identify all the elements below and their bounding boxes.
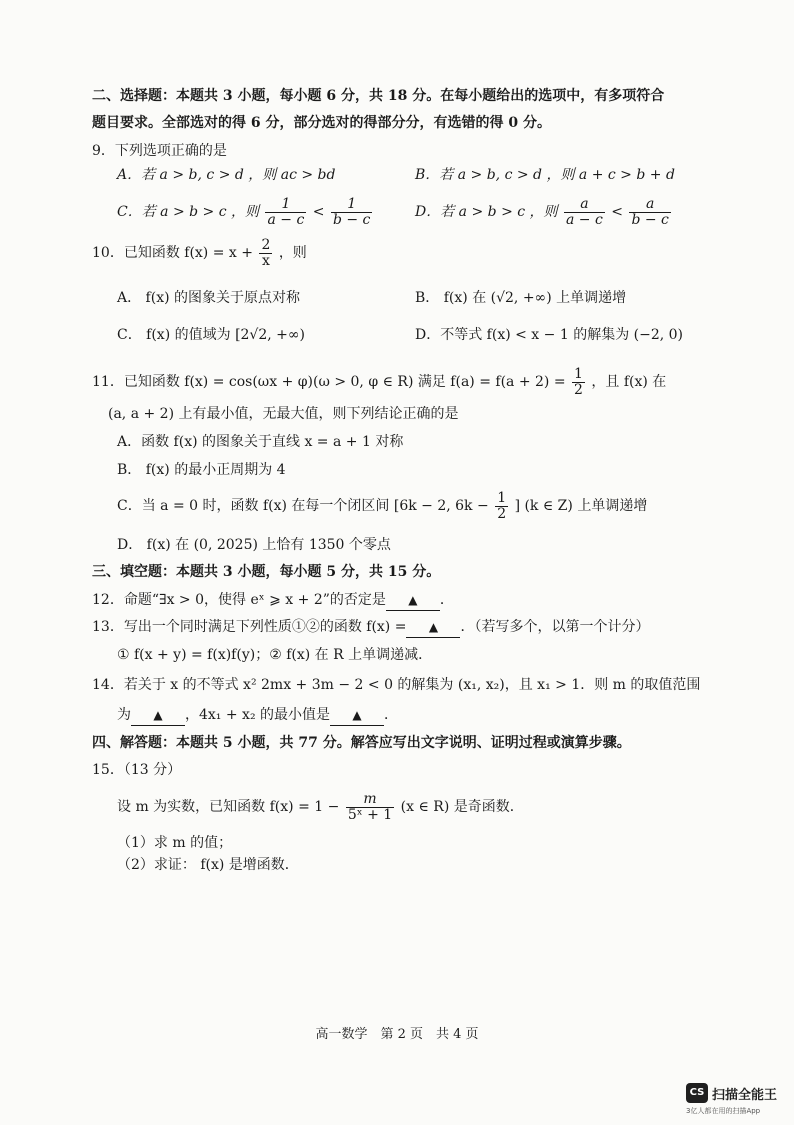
q11-stem-line2: (a, a + 2) 上有最小值，无最大值，则下列结论正确的是 [108,406,459,422]
q10-stem-prefix: 10．已知函数 f(x) = x + [92,245,253,261]
q10-frac-den: x [261,252,270,269]
q15-part-2: （2）求证： f(x) 是增函数． [117,857,299,873]
q11-stem-prefix: 11．已知函数 f(x) = cos(ωx + φ)(ω > 0, φ ∈ R) 满足 f(a) = f(a + 2) = [92,374,566,390]
q11-c-prefix: C．当 a = 0 时，函数 f(x) 在每一个闭区间 [117,498,390,514]
q9-d-num1: a [564,197,605,213]
q9-d-den2: b − c [631,211,669,228]
q15-frac-den: 5ˣ + 1 [347,806,393,823]
q12-line [92,590,454,611]
q14-middle: ，4x₁ + x₂ 的最小值是 [185,707,331,723]
q11-frac-den: 2 [574,381,583,398]
q14-answer-blank-2: ▲ [330,705,384,726]
q11-fraction [572,367,585,398]
q9-c-fraction-right [331,197,372,228]
q11-stem [92,366,666,398]
q15-frac-num: m [346,792,394,808]
q10-option-c: C． f(x) 的值域为 [2√2, +∞) [117,327,306,343]
q11-c-interval: [6k − 2, 6k − [393,498,489,514]
q9-option-d [415,196,673,228]
q9-d-fraction-right [629,197,670,228]
scanner-tagline: 3亿人都在用的扫描App [686,1107,761,1115]
q14-prefix: 为 [117,707,131,723]
q12-suffix: ． [439,592,454,608]
q12-prefix: 12．命题“∃x > 0，使得 eˣ ⩾ x + 2”的否定是 [92,592,386,608]
q11-option-c [117,490,647,522]
q9-d-prefix: D．若 a > b > c ，则 [415,204,558,220]
q10-option-a: A． f(x) 的图象关于原点对称 [117,290,301,306]
q14-line1: 14．若关于 x 的不等式 x² 2mx + 3m − 2 < 0 的解集为 (x₁, x₂)，且 x₁ > 1．则 m 的取值范围 [92,677,701,693]
q9-option-b: B．若 a > b, c > d ，则 a + c > b + d [415,167,675,183]
q14-suffix: ． [384,707,399,723]
q15-stem [117,790,524,824]
q13-line [92,617,649,638]
q13-answer-blank: ▲ [406,617,460,638]
q13-conditions: ① f(x + y) = f(x)f(y)；② f(x) 在 R 上单调递减． [117,647,433,663]
q10-frac-num: 2 [261,236,271,253]
q10-option-d: D．不等式 f(x) < x − 1 的解集为 (−2, 0) [415,327,684,343]
q12-answer-blank: ▲ [386,590,440,611]
page-footer: 高一数学 第 2 页 共 4 页 [315,1027,479,1042]
q13-prefix: 13．写出一个同时满足下列性质①②的函数 f(x) = [92,619,407,635]
q9-c-prefix: C．若 a > b > c ，则 [117,204,260,220]
q11-c-fraction [495,491,508,522]
section-4-heading: 四、解答题：本题共 5 小题，共 77 分。解答应写出文字说明、证明过程或演算步骤。 [92,735,631,751]
scanner-watermark [686,1083,786,1117]
q9-c-num2: 1 [331,197,372,213]
q9-option-a: A．若 a > b, c > d ，则 ac > bd [117,167,336,183]
q11-stem-suffix: ，且 f(x) 在 [591,374,667,390]
q15-stem-prefix: 设 m 为实数，已知函数 f(x) = 1 − [117,799,340,815]
q9-d-den1: a − c [566,211,603,228]
q14-answer-blank-1: ▲ [131,705,185,726]
camscanner-logo-icon: CS [686,1083,708,1103]
q11-c-frac-num: 1 [497,489,507,506]
q15-fraction [346,792,394,823]
q10-stem [92,237,307,269]
q14-line2 [117,705,398,726]
q11-option-d: D． f(x) 在 (0, 2025) 上恰有 1350 个零点 [117,537,391,553]
q9-option-c [117,196,374,228]
section-2-heading: 二、选择题：本题共 3 小题，每小题 6 分，共 18 分。在每小题给出的选项中，有多项符合 [92,88,665,104]
q11-option-a: A．函数 f(x) 的图象关于直线 x = a + 1 对称 [117,434,404,450]
q9-d-fraction-left [564,197,605,228]
q15-part-1: （1）求 m 的值； [117,835,233,851]
q9-c-den2: b − c [332,211,371,228]
q9-c-den1: a − c [267,211,305,228]
q11-c-frac-den: 2 [497,505,507,522]
section-3-heading: 三、填空题：本题共 3 小题，每小题 5 分，共 15 分。 [92,564,441,580]
q15-title: 15．（13 分） [92,762,182,778]
q13-suffix: ．（若写多个，以第一个计分） [460,619,650,635]
q10-fraction [259,238,272,269]
q15-stem-suffix: (x ∈ R) 是奇函数． [400,799,524,815]
q10-option-b: B． f(x) 在 (√2, +∞) 上单调递增 [415,290,627,306]
q10-stem-suffix: ，则 [278,245,307,261]
q9-c-fraction-left [265,197,306,228]
q9-c-num1: 1 [265,197,306,213]
q11-frac-num: 1 [574,365,583,382]
q9-stem: 9．下列选项正确的是 [92,143,227,159]
q11-c-suffix: ] (k ∈ Z) 上单调递增 [514,498,648,514]
section-2-heading-cont: 题目要求。全部选对的得 6 分，部分选对的得部分分，有选错的得 0 分。 [92,115,551,131]
q9-d-num2: a [629,197,670,213]
q11-option-b: B． f(x) 的最小正周期为 4 [117,462,286,478]
scanner-app-name: 扫描全能王 [712,1088,778,1103]
q9-c-lt: < [312,204,325,220]
q9-d-lt: < [611,204,624,220]
